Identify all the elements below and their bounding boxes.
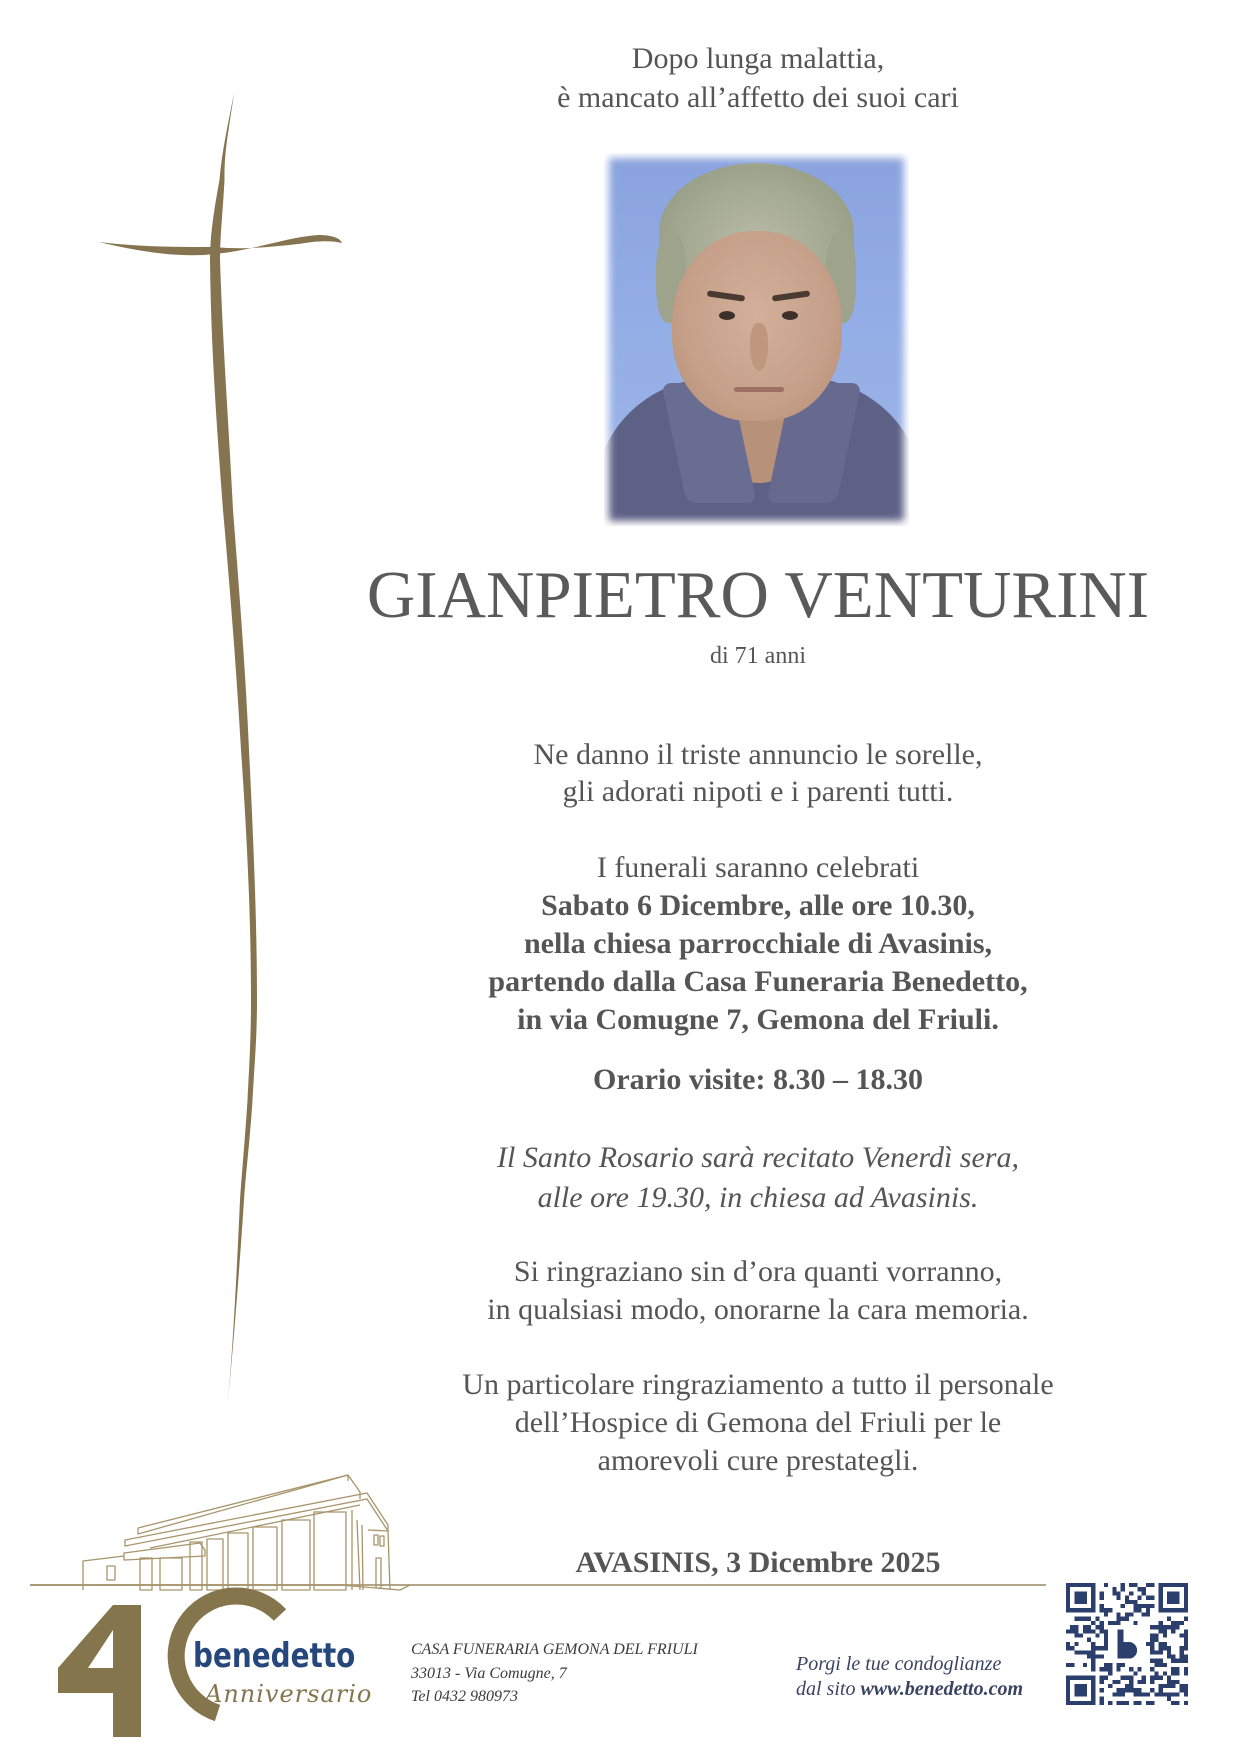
phone-line: Tel 0432 980973: [411, 1688, 518, 1705]
intro-line-2: è mancato all’affetto dei suoi cari: [557, 81, 959, 114]
place-date: AVASINIS, 3 Dicembre 2025: [575, 1546, 941, 1579]
photo-eye-right: [782, 311, 798, 320]
thanks-line: in qualsiasi modo, onorarne la cara memoria.: [487, 1293, 1029, 1326]
photo-brow-left: [707, 290, 745, 301]
photo-collar-right: [766, 383, 862, 503]
logo-brand: benedetto: [193, 1636, 356, 1676]
photo-neck: [714, 353, 804, 483]
photo-hair-right: [826, 233, 856, 323]
condolences-website-line: [796, 1677, 1023, 1702]
logo-subtitle: Anniversario: [205, 1680, 373, 1708]
qr-code-icon[interactable]: [1066, 1583, 1188, 1705]
photo-face: [672, 231, 842, 421]
funeral-home-logo: [0, 1460, 420, 1754]
building-icon: [30, 1475, 410, 1590]
intro-line-1: Dopo lunga malattia,: [631, 42, 885, 75]
deceased-name: GIANPIETRO VENTURINI: [366, 558, 1150, 632]
funeral-detail-line: Sabato 6 Dicembre, alle ore 10.30,: [541, 889, 975, 922]
condolences-line: Porgi le tue condoglianze: [796, 1653, 1002, 1675]
rosary-line: Il Santo Rosario sarà recitato Venerdì sera,: [497, 1141, 1019, 1174]
photo-brow-right: [772, 290, 810, 301]
deceased-age: di 71 anni: [710, 643, 806, 669]
thanks-line: Si ringraziano sin d’ora quanti vorranno,: [513, 1255, 1003, 1288]
condolences-note: [796, 1652, 1023, 1702]
photo-mouth: [734, 387, 784, 392]
funeral-home-address: [411, 1638, 698, 1709]
announcement: [358, 736, 1158, 810]
photo-hair: [659, 163, 854, 303]
funeral-intro: I funerali saranno celebrati: [596, 851, 920, 884]
rosary-notice: [358, 1138, 1158, 1218]
website-link[interactable]: www.benedetto.com: [860, 1678, 1024, 1700]
funeral-detail-line: in via Comugne 7, Gemona del Friuli.: [517, 1003, 999, 1036]
rosary-line: alle ore 19.30, in chiesa ad Avasinis.: [537, 1181, 979, 1214]
announcement-line: gli adorati nipoti e i parenti tutti.: [562, 775, 954, 808]
address-line: CASA FUNERARIA GEMONA DEL FRIULI: [411, 1641, 698, 1658]
cross-icon: [0, 0, 420, 1460]
photo-collar-left: [661, 383, 757, 503]
photo-nose: [750, 323, 768, 371]
funeral-detail-line: nella chiesa parrocchiale di Avasinis,: [523, 927, 993, 960]
visiting-hours: Orario visite: 8.30 – 18.30: [593, 1063, 923, 1096]
special-thanks-line: amorevoli cure prestategli.: [597, 1444, 919, 1477]
funeral-details: [358, 849, 1158, 1039]
intro-text: [358, 39, 1158, 117]
thanks-text: [358, 1253, 1158, 1329]
deceased-photo: [604, 153, 909, 526]
photo-eye-left: [719, 311, 735, 320]
photo-shirt: [604, 378, 909, 526]
special-thanks-line: Un particolare ringraziamento a tutto il personale: [462, 1368, 1054, 1401]
announcement-line: Ne danno il triste annuncio le sorelle,: [533, 738, 983, 771]
photo-hair-left: [656, 233, 686, 323]
special-thanks: [358, 1366, 1158, 1480]
address-line: 33013 - Via Comugne, 7: [411, 1664, 567, 1682]
funeral-detail-line: partendo dalla Casa Funeraria Benedetto,: [488, 965, 1028, 998]
special-thanks-line: dell’Hospice di Gemona del Friuli per le: [514, 1406, 1002, 1439]
condolences-prefix: dal sito: [796, 1678, 861, 1700]
logo-four: [58, 1605, 141, 1737]
